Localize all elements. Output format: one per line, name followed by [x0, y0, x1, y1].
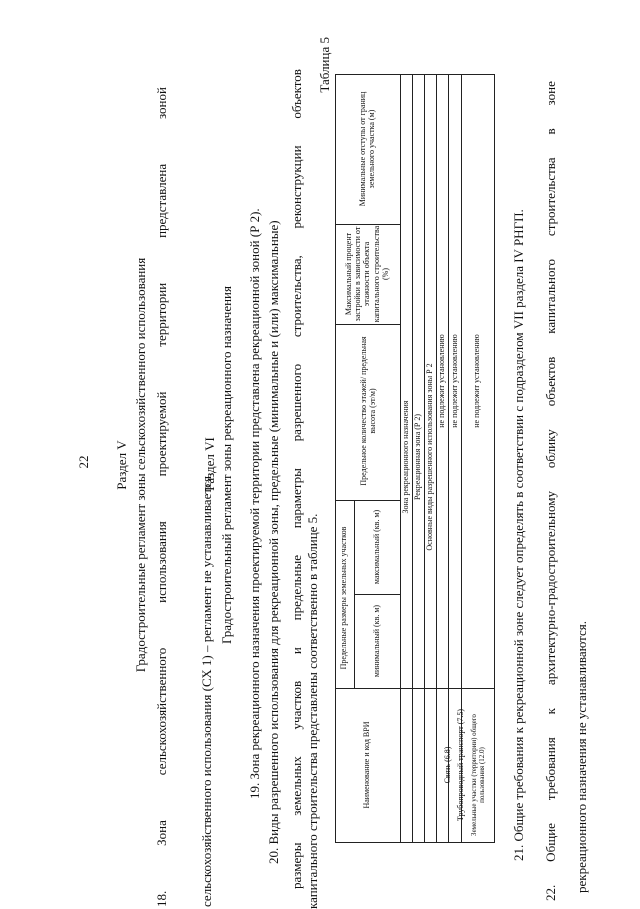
- p20-line1: 20. Виды разрешенного использования для рекреационной зоны, предельные (минимальные и (или) максимальные): [266, 220, 281, 864]
- header-name: Наименование и код ВРИ: [362, 721, 372, 809]
- word: Общие: [543, 823, 558, 862]
- row-name: Трубопроводный транспорт (7.5): [456, 708, 466, 822]
- types-row: Основные виды разрешенного использования зоны Р 2: [425, 363, 435, 551]
- section6-heading: Раздел VI: [202, 437, 217, 491]
- row-value: не подлежит установлению: [450, 334, 460, 428]
- word: требования: [543, 737, 558, 801]
- section5-heading: Раздел V: [114, 440, 129, 490]
- row-value: не подлежит установлению: [472, 334, 482, 428]
- row-name: Земельные участки (территории) общего пользования (12.0): [469, 714, 486, 836]
- word: проектируемой: [154, 391, 169, 477]
- word: земельных: [289, 756, 304, 816]
- word: Зона: [154, 820, 169, 846]
- header-min: минимальный (кв. м): [372, 604, 382, 678]
- p21: 21. Общие требования к рекреационной зоне следует определять в соответствии с подразделом VII раздела IV РНГП.: [511, 209, 526, 861]
- word: представлена: [154, 163, 169, 238]
- word: и: [289, 647, 304, 655]
- word: параметры: [289, 468, 304, 529]
- row-name: Связь (6.8): [443, 746, 453, 784]
- p18-line2: сельскохозяйственного использования (СХ 1) – регламент не устанавливается.: [199, 472, 214, 907]
- row-value: не подлежит установлению: [437, 334, 447, 428]
- word: архитектурно-градостроительному: [543, 491, 558, 686]
- word: размеры: [289, 842, 304, 889]
- page-number: 22: [76, 455, 91, 469]
- word: зоне: [543, 81, 558, 106]
- p22-line1: [544, 81, 558, 901]
- word: 18.: [154, 890, 169, 907]
- word: в: [543, 128, 558, 135]
- word: капитального: [543, 259, 558, 334]
- subzone-row: Рекреационная зона (Р 2): [413, 413, 423, 501]
- zone-row: Зона рекреационного назначения: [401, 400, 411, 514]
- section5-title: Градостроительные регламент зоны сельскохозяйственного использования: [133, 257, 148, 673]
- p22-line2: рекреационного назначения не устанавливаются.: [574, 620, 589, 893]
- word: участков: [289, 680, 304, 730]
- word: сельскохозяйственного: [154, 647, 169, 776]
- word: объектов: [543, 356, 558, 407]
- word: использования: [154, 521, 169, 603]
- word: облику: [543, 429, 558, 469]
- word: реконструкции: [289, 145, 304, 229]
- word: территории: [154, 282, 169, 347]
- header-max: максимальный (кв. м): [372, 509, 382, 585]
- word: 22.: [543, 884, 558, 901]
- header-floors: Предельное количество этажей/ предельная высота (эт/м): [358, 336, 377, 486]
- word: к: [543, 708, 558, 715]
- header-setback: Минимальные отступы от границ земельного участка (м): [357, 91, 376, 207]
- word: строительства: [543, 157, 558, 237]
- word: зоной: [154, 87, 169, 119]
- word: объектов: [289, 69, 304, 119]
- word: строительства,: [289, 255, 304, 338]
- section6-title: Градостроительный регламент зоны рекреационного назначения: [219, 286, 234, 644]
- word: предельные: [289, 554, 304, 621]
- header-percent: Максимальный процент застройки в зависимости от этажности объекта капитального строительства (%): [344, 225, 390, 323]
- p20-line3: капитального строительства представлены соответственно в таблице 5.: [305, 513, 320, 909]
- header-sizes: Предельные размеры земельных участков: [339, 526, 349, 670]
- word: разрешенного: [289, 363, 304, 442]
- table-caption: Таблица 5: [317, 37, 332, 93]
- p19: 19. Зона рекреационного назначения проектируемой территории представлена рекреационной зоной (Р 2).: [247, 208, 262, 799]
